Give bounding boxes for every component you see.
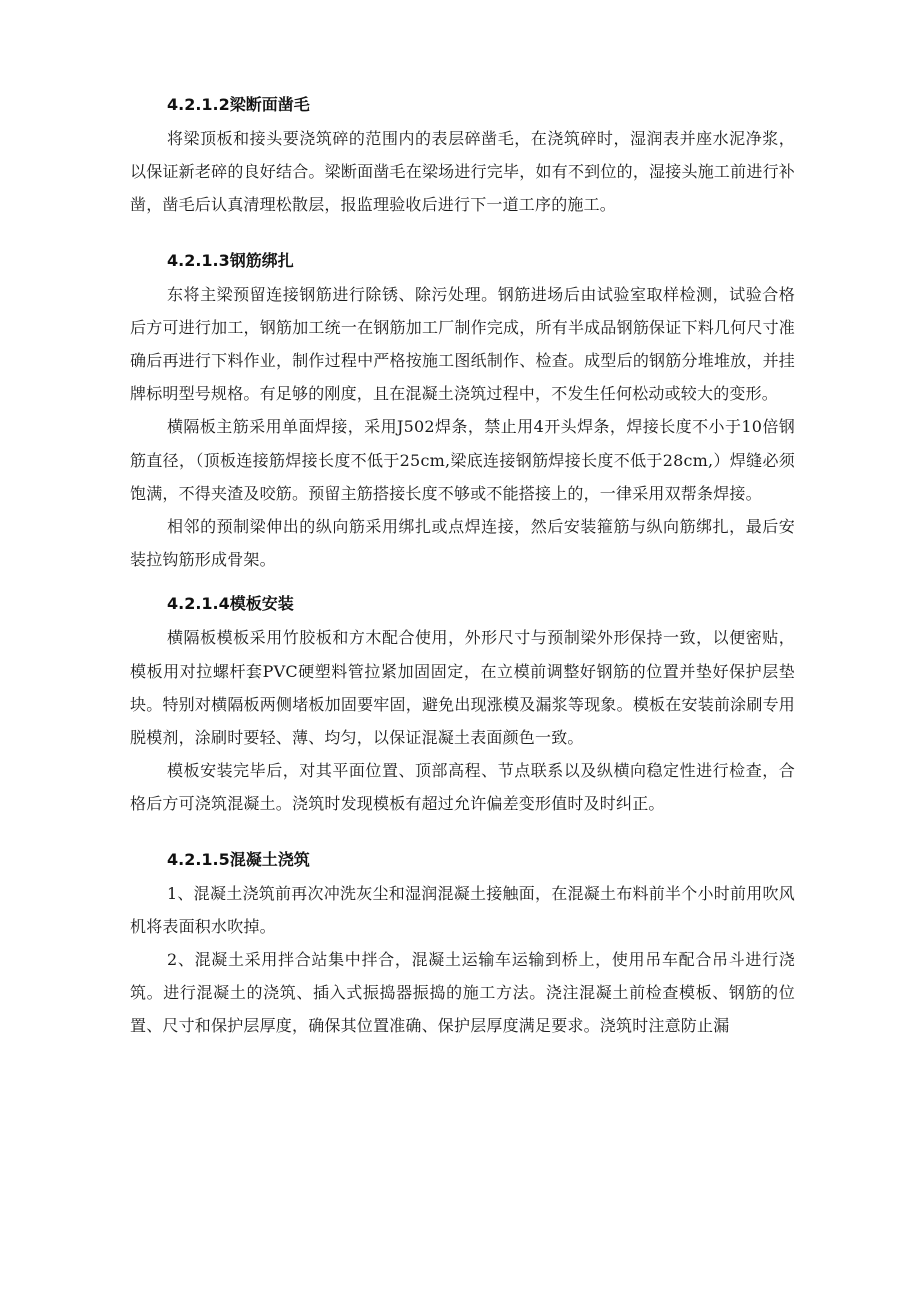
- paragraph: 东将主梁预留连接钢筋进行除锈、除污处理。钢筋进场后由试验室取样检测，试验合格后方可进行加工，钢筋加工统一在钢筋加工厂制作完成，所有半成品钢筋保证下料几何尺寸准确后再进行下料作业，制作过程中严格按施工图纸制作、检查。成型后的钢筋分堆堆放，并挂牌标明型号规格。有足够的刚度，且在混凝土浇筑过程中，不发生任何松动或较大的变形。: [130, 284, 795, 404]
- section-heading-4-2-1-2: 4.2.1.2梁断面凿毛: [167, 95, 310, 114]
- paragraph: 2、混凝土采用拌合站集中拌合，混凝土运输车运输到桥上，使用吊车配合吊斗进行浇筑。进行混凝土的浇筑、插入式振捣器振捣的施工方法。浇注混凝土前检查模板、钢筋的位置、尺寸和保护层厚度，确保其位置准确、保护层厚度满足要求。浇筑时注意防止漏: [130, 950, 795, 1036]
- paragraph: 将梁顶板和接头要浇筑碎的范围内的表层碎凿毛，在浇筑碎时，湿润表并座水泥净浆，以保证新老碎的良好结合。梁断面凿毛在梁场进行完毕，如有不到位的，湿接头施工前进行补凿，凿毛后认真清理松散层，报监理验收后进行下一道工序的施工。: [130, 129, 795, 215]
- section-heading-4-2-1-4: 4.2.1.4模板安装: [167, 594, 294, 614]
- paragraph: 横隔板主筋采用单面焊接，采用J502焊条，禁止用4开头焊条，焊接长度不小于10倍钢筋直径，（顶板连接筋焊接长度不低于25cm,梁底连接钢筋焊接长度不低于28cm,）焊缝必须饱满，不得夹渣及咬筋。预留主筋搭接长度不够或不能搭接上的，一律采用双帮条焊接。: [130, 417, 795, 503]
- paragraph: 相邻的预制梁伸出的纵向筋采用绑扎或点焊连接，然后安装箍筋与纵向筋绑扎，最后安装拉钩筋形成骨架。: [130, 517, 795, 570]
- paragraph: 1、混凝土浇筑前再次冲洗灰尘和湿润混凝土接触面，在混凝土布料前半个小时前用吹风机将表面积水吹掉。: [130, 883, 795, 936]
- section-heading-4-2-1-3: 4.2.1.3钢筋绑扎: [167, 250, 294, 270]
- document-body: [130, 92, 795, 1043]
- paragraph: 模板安装完毕后，对其平面位置、顶部高程、节点联系以及纵横向稳定性进行检查，合格后方可浇筑混凝土。浇筑时发现模板有超过允许偏差变形值时及时纠正。: [130, 761, 795, 814]
- paragraph: 横隔板模板采用竹胶板和方木配合使用，外形尺寸与预制梁外形保持一致，以便密贴，模板用对拉螺杆套PVC硬塑料管拉紧加固固定，在立模前调整好钢筋的位置并垫好保护层垫块。特别对横隔板两侧堵板加固要牢固，避免出现涨模及漏浆等现象。模板在安装前涂刷专用脱模剂，涂刷时要轻、薄、均匀，以保证混凝土表面颜色一致。: [130, 628, 795, 748]
- section-heading-4-2-1-5: 4.2.1.5混凝土浇筑: [167, 849, 310, 869]
